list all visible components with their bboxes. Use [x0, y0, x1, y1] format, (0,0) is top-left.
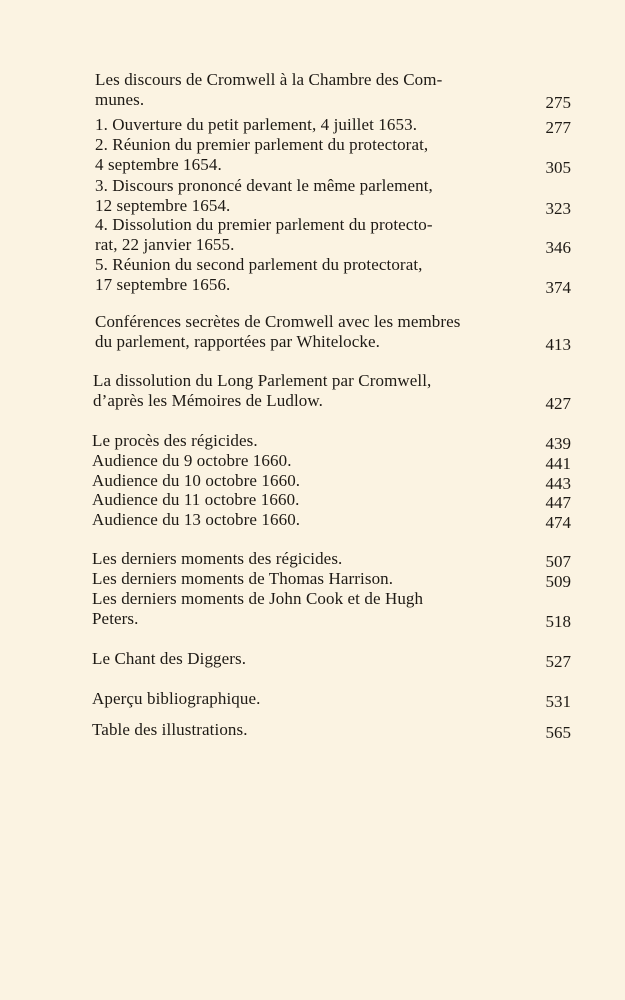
toc-page-number: 323	[545, 199, 571, 218]
toc-entry-line: Les discours de Cromwell à la Chambre des Com-	[95, 70, 443, 89]
toc-page-number: 447	[545, 493, 571, 512]
toc-page-number: 305	[545, 158, 571, 177]
toc-entry-line: Le procès des régicides.	[92, 431, 258, 450]
toc-page-number: 413	[545, 335, 571, 354]
toc-entry-line: 12 septembre 1654.	[95, 196, 231, 215]
toc-entry-line: Table des illustrations.	[92, 720, 248, 739]
toc-entry-line: Audience du 10 octobre 1660.	[92, 471, 301, 490]
toc-entry-line: rat, 22 janvier 1655.	[95, 235, 235, 254]
toc-page-number: 518	[545, 612, 571, 631]
toc-page-number: 441	[545, 454, 571, 473]
toc-entry-line: du parlement, rapportées par Whitelocke.	[95, 332, 381, 351]
toc-page-number: 275	[545, 93, 571, 112]
toc-page-number: 509	[545, 572, 571, 591]
toc-entry-line: Les derniers moments de John Cook et de Hugh	[92, 589, 424, 608]
toc-entry-line: d’après les Mémoires de Ludlow.	[93, 391, 324, 410]
toc-entry-line: La dissolution du Long Parlement par Cromwell,	[93, 371, 432, 390]
toc-page-number: 346	[545, 238, 571, 257]
toc-entry-line: Les derniers moments des régicides.	[92, 549, 343, 568]
toc-entry-line: Audience du 11 octobre 1660.	[92, 490, 300, 509]
toc-page-number: 427	[545, 394, 571, 413]
toc-entry-line: 17 septembre 1656.	[95, 275, 231, 294]
toc-entry-line: 5. Réunion du second parlement du protectorat,	[95, 255, 423, 274]
toc-page-number: 439	[545, 434, 571, 453]
toc-entry-line: 2. Réunion du premier parlement du protectorat,	[95, 135, 429, 154]
toc-entry-line: 4. Dissolution du premier parlement du protecto-	[95, 215, 433, 234]
toc-page-number: 277	[545, 118, 571, 137]
toc-entry-line: 1. Ouverture du petit parlement, 4 juillet 1653.	[95, 115, 418, 134]
toc-entry-line: 3. Discours prononcé devant le même parlement,	[95, 176, 433, 195]
toc-page-number: 565	[545, 723, 571, 742]
toc-entry-line: 4 septembre 1654.	[95, 155, 222, 174]
toc-page-number: 474	[545, 513, 571, 532]
toc-page-number: 443	[545, 474, 571, 493]
toc-entry-line: Audience du 9 octobre 1660.	[92, 451, 292, 470]
toc-entry-line: munes.	[95, 90, 145, 109]
toc-page-number: 531	[545, 692, 571, 711]
toc-entry-line: Aperçu bibliographique.	[92, 689, 261, 708]
toc-entry-line: Audience du 13 octobre 1660.	[92, 510, 301, 529]
toc-entry-line: Le Chant des Diggers.	[92, 649, 247, 668]
toc-entry-line: Les derniers moments de Thomas Harrison.	[92, 569, 394, 588]
toc-page-number: 507	[545, 552, 571, 571]
toc-entry-line: Peters.	[92, 609, 139, 628]
toc-entry-line: Conférences secrètes de Cromwell avec les membres	[95, 312, 461, 331]
toc-page-number: 527	[545, 652, 571, 671]
toc-page-number: 374	[545, 278, 571, 297]
